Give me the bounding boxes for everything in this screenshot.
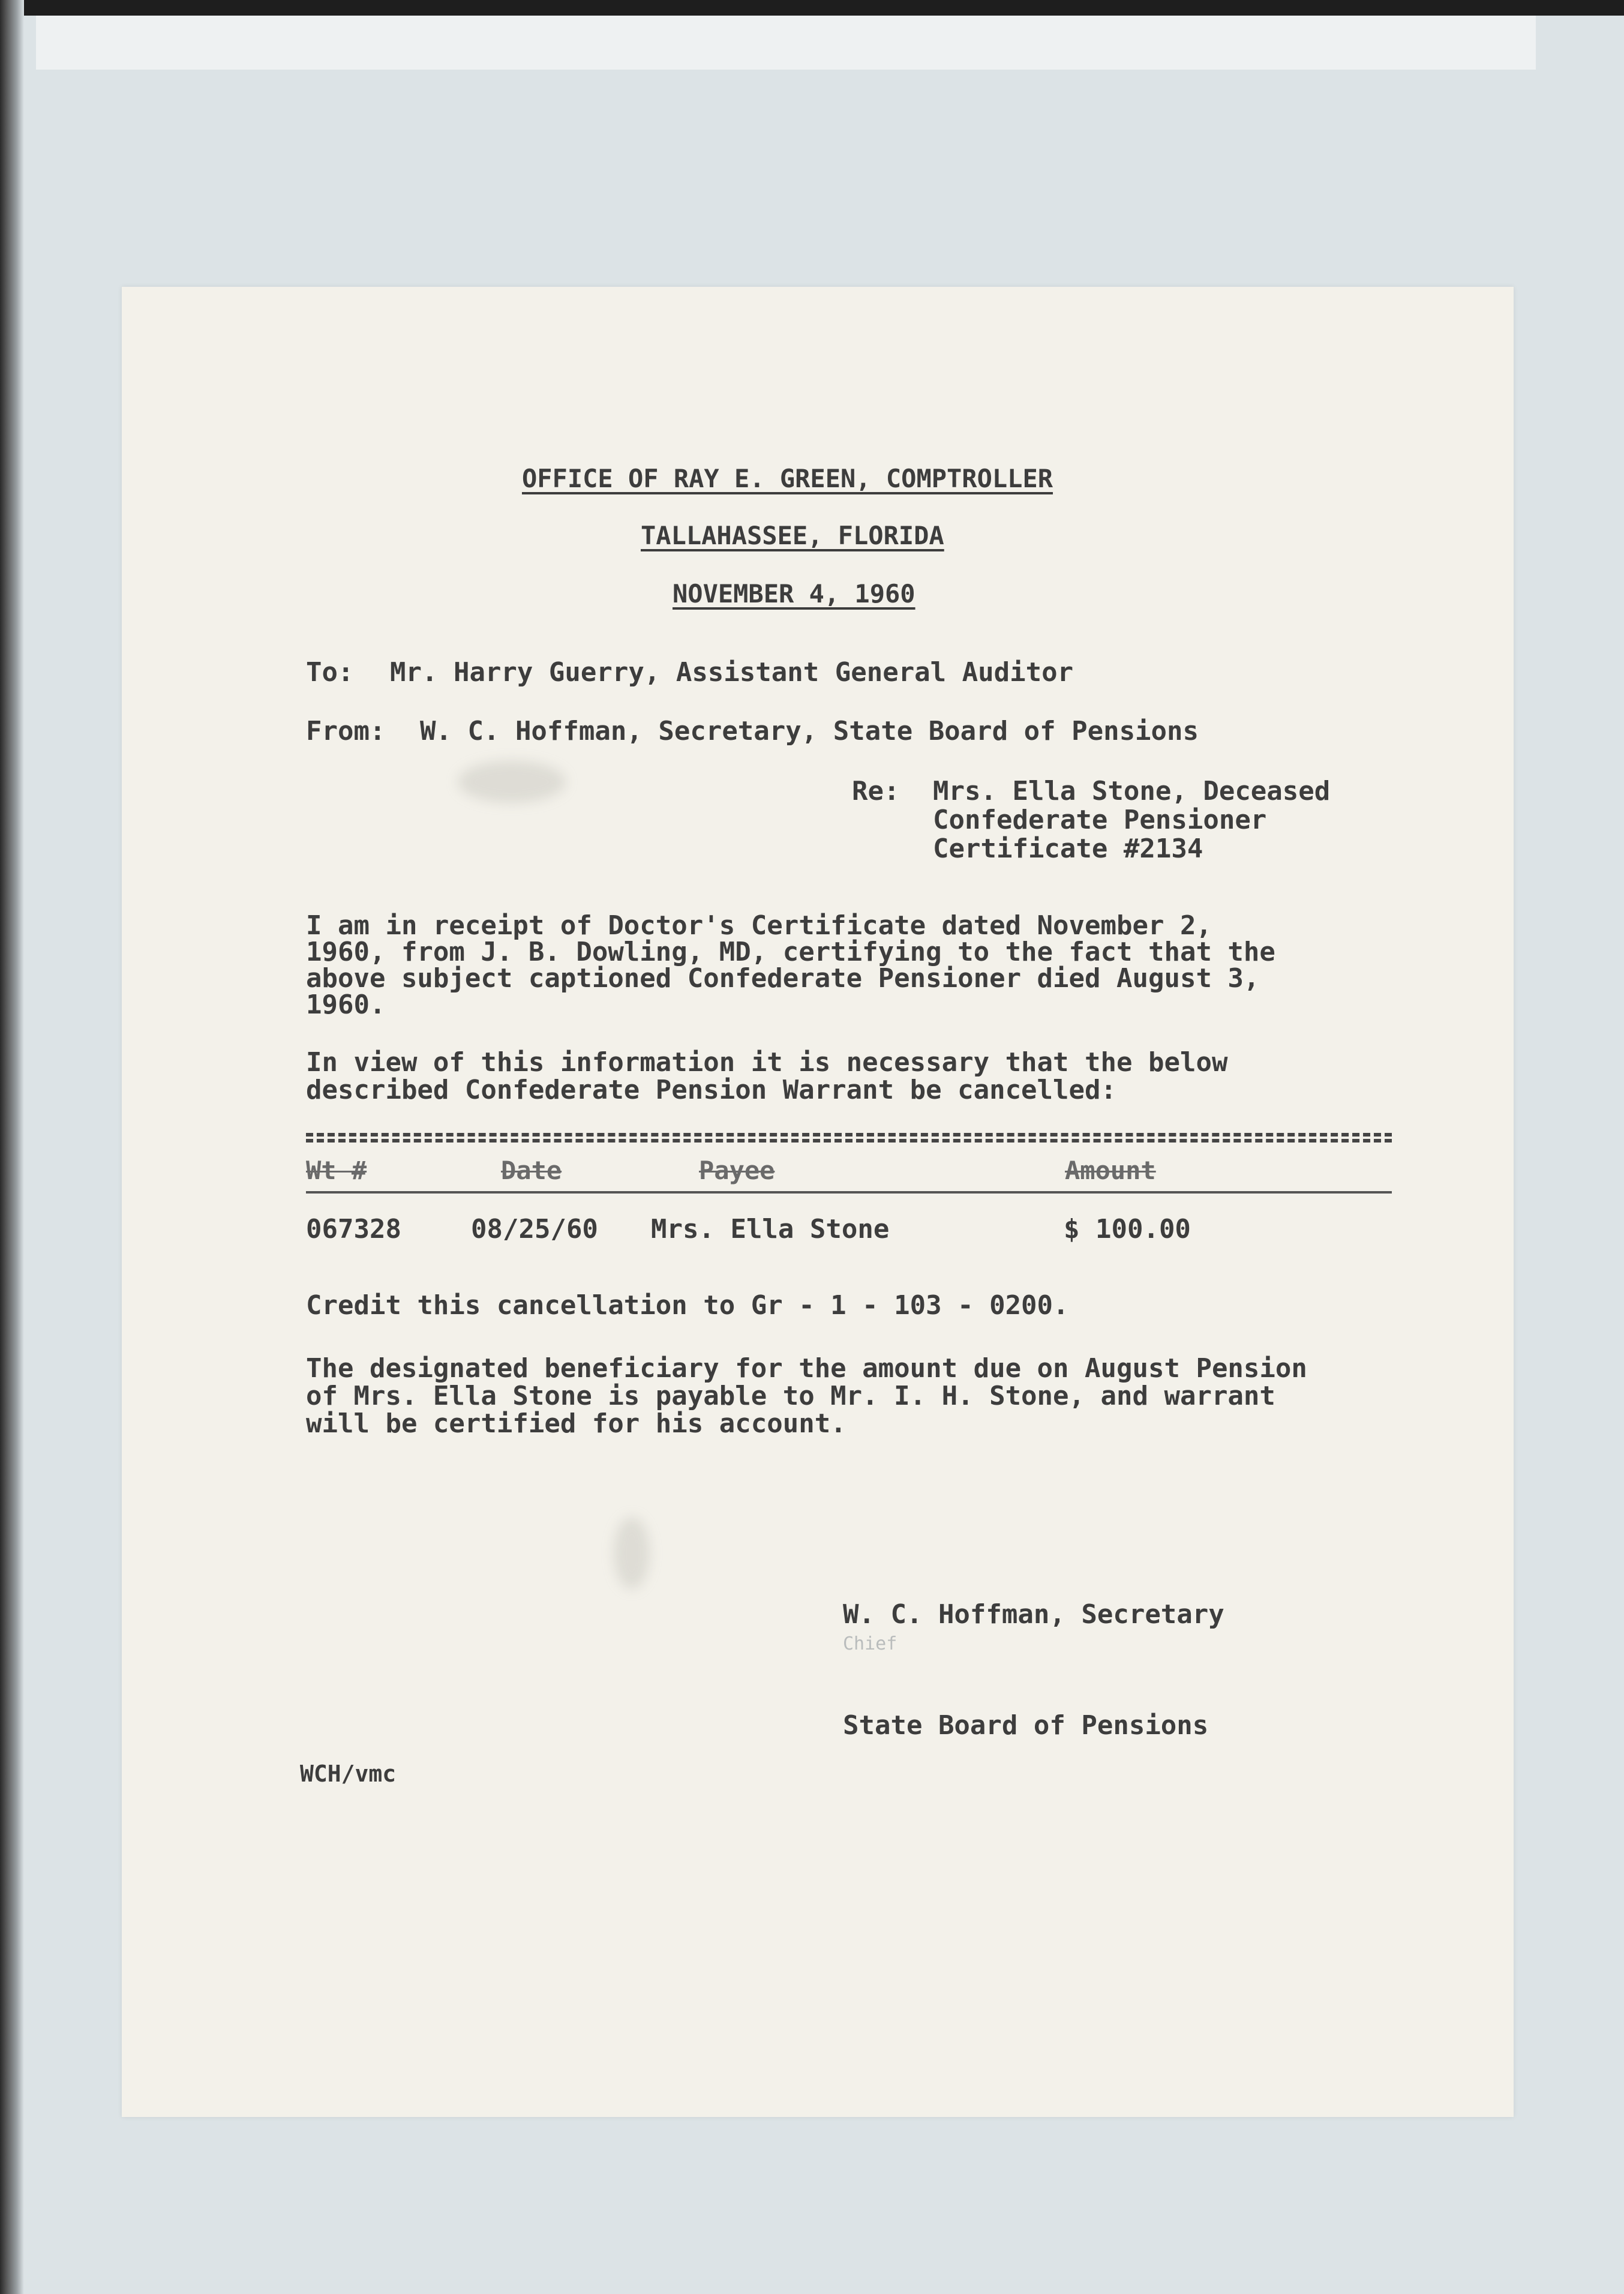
- office-heading: OFFICE OF RAY E. GREEN, COMPTROLLER: [522, 464, 1053, 493]
- table-header-amount: Amount: [1065, 1156, 1156, 1185]
- re-label: Re:: [852, 776, 900, 806]
- from-label: From:: [306, 716, 386, 746]
- to-value: Mr. Harry Guerry, Assistant General Auditor: [390, 657, 1074, 688]
- scan-top-edge: [0, 0, 1624, 16]
- beneficiary-paragraph-line: of Mrs. Ella Stone is payable to Mr. I. H. Stone, and warrant: [306, 1381, 1275, 1411]
- signature-name: W. C. Hoffman, Secretary: [843, 1599, 1224, 1630]
- table-header-date: Date: [501, 1156, 562, 1185]
- view-paragraph-line: described Confederate Pension Warrant be cancelled:: [306, 1075, 1117, 1105]
- table-cell-date: 08/25/60: [471, 1214, 598, 1245]
- re-line: Certificate #2134: [933, 833, 1203, 864]
- table-header-rule: [306, 1191, 1392, 1194]
- beneficiary-paragraph-line: The designated beneficiary for the amount due on August Pension: [306, 1353, 1307, 1384]
- table-header-payee: Payee: [699, 1156, 775, 1185]
- receipt-paragraph-line: I am in receipt of Doctor's Certificate dated November 2,: [306, 910, 1212, 941]
- table-cell-wt: 067328: [306, 1214, 401, 1245]
- scan-left-edge: [0, 0, 24, 2294]
- table-cell-payee: Mrs. Ella Stone: [651, 1214, 890, 1245]
- page-smudge: [614, 1517, 650, 1589]
- table-cell-amount: $ 100.00: [1064, 1214, 1191, 1245]
- page-smudge: [458, 761, 566, 803]
- receipt-paragraph-line: above subject captioned Confederate Pensioner died August 3,: [306, 963, 1260, 994]
- table-header-wt: Wt #: [306, 1156, 367, 1185]
- receipt-paragraph-line: 1960.: [306, 989, 386, 1020]
- letter-page: [122, 287, 1514, 2117]
- receipt-paragraph-line: 1960, from J. B. Dowling, MD, certifying to the fact that the: [306, 937, 1275, 967]
- typist-initials: WCH/vmc: [300, 1761, 397, 1787]
- signature-board: State Board of Pensions: [843, 1710, 1209, 1741]
- beneficiary-paragraph-line: will be certified for his account.: [306, 1408, 846, 1439]
- from-value: W. C. Hoffman, Secretary, State Board of Pensions: [420, 716, 1199, 746]
- signature-struck-word: Chief: [843, 1633, 897, 1654]
- table-top-rule: [306, 1139, 1392, 1142]
- credit-line: Credit this cancellation to Gr - 1 - 103 - 0200.: [306, 1290, 1069, 1321]
- city-heading: TALLAHASSEE, FLORIDA: [641, 521, 944, 550]
- scan-top-strip: [36, 16, 1536, 70]
- date-heading: NOVEMBER 4, 1960: [673, 579, 915, 608]
- to-label: To:: [306, 657, 354, 688]
- table-top-rule: [306, 1133, 1392, 1136]
- view-paragraph-line: In view of this information it is necessary that the below: [306, 1047, 1228, 1078]
- re-line: Mrs. Ella Stone, Deceased: [933, 776, 1331, 806]
- re-line: Confederate Pensioner: [933, 805, 1267, 835]
